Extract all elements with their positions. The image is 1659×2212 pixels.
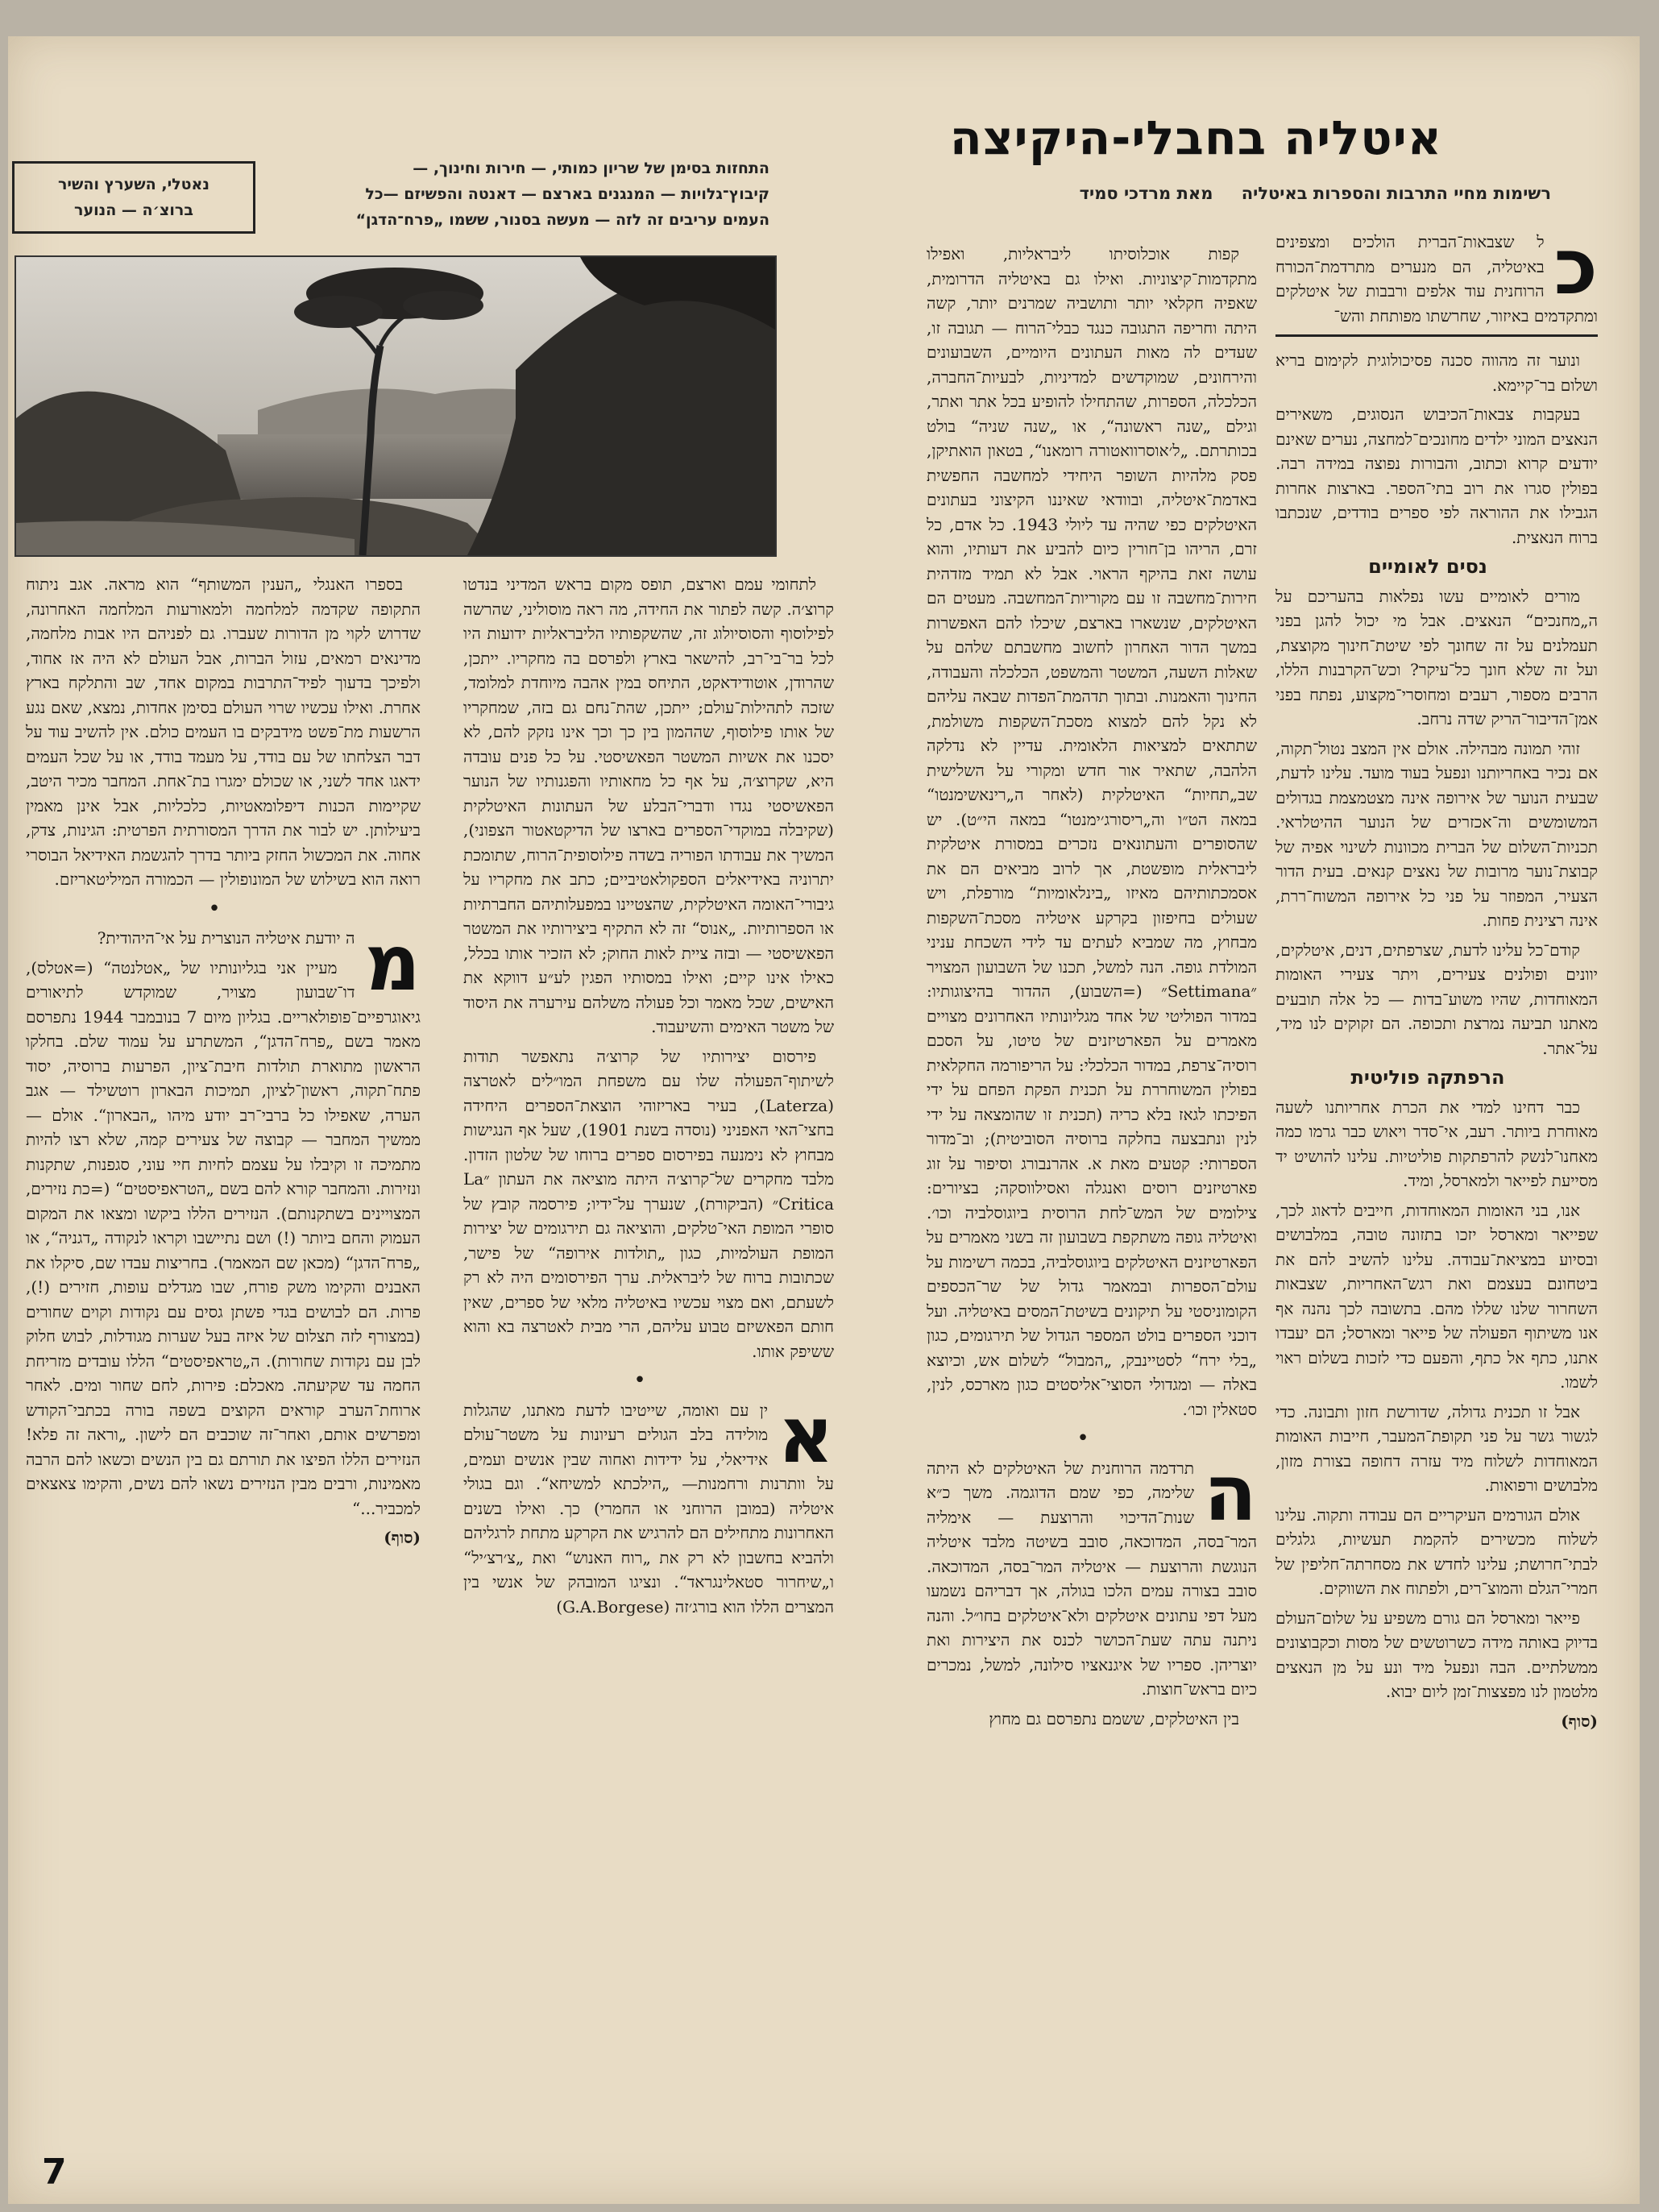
article-title: איטליה בחבלי-היקיצה [949,110,1442,165]
newspaper-page [8,36,1640,2204]
top-summary-line: התחזות בסימן של שריון כמותי, — חירות וחינוך, — [413,160,769,177]
paragraph: לתחומי עמם וארצם, תופס מקום בראש המדיני בנדטו קרוצ׳ה. קשה לפתור את החידה, מה ראה מוסוליני, שהרשה לפילוסוף והסוסיולוג זה, שהשקפותיו הליבראליות ידועות היו לכל בר־בי־רב, להישאר בארץ ולפרסם בה מחקריו. ייתכן, שהרודן, אוטודידאקט, התיחס במין אהבה מיוחדת למלומד, שזכה לתהילות־עולם; ייתכן, שהת־נחם גם בזה, שמחקריו של אותו פילוסוף, שההמון בין כך וכך אינו נזקק להם, לא יסכנו את אשיות המשטר הפאשיסטי. על כל פנים עובדה היא, שקרוצ׳ה, על אף כל מחאותיו והפגנותיו של הנוער הפאשיסטי נגדו ודברי־הבלע של העתונות האיטלקית (שקיבלה במוקדי־הספרים בארצו של הדיקטאטור הצפוני), המשיך את עבודתו הפוריה בשדה פילוסופית־הרוח, שתומכת יתרוניה באידיאלים הספקולאטיביים; כתב את מחקריו על גיבורי־האומה האיטלקית, שהצטיינו במפעלותיהם החברתיות או הספרותיות. „אנוס“ זה לא התקיף ביצירותיו את המשטר הפאשיסטי — ובזה ציית לאות החוק; לא הזכיר אותו בכלל, כאילו אינו קיים; ואילו במסותיו הפגין לע״ע דווקא את האישים, שכל מאמר וכל פעולה משלהם עירערה את היסוד של משטר האימים והשיעבוד. [463,575,834,1036]
paragraph: בעקבות צבאות־הכיבוש הנסוגים, משאירים הנאצים המוני ילדים מחונכים־למחצה, נערים שאינם יודעים קרוא וכתוב, והבורות נפוצה במידה רבה. בפולין סגרו את רוב בתי־הספר. בארצות אחרות הגבילו את ההוראה לפי ספרים בודדים, שנכתבו ברוח הנאצית. [1275,405,1598,547]
end-marker: (סוף) [384,1528,421,1547]
paragraph: זוהי תמונה מבהילה. אולם אין המצב נטול־תקוה, אם נכיר באחריותנו ונפעל בעוד מועד. עלינו לדעת, שבעית הנוער של אירופה אינה מצטמצמת בגדולים המשומשים וה־אכזרים של הנוער ההיטלראי. תכניות־השלום של הברית מכוונות לשינוי אפיה של קבוצת־נוער מרובות של נאצים קנאים. בעית הדור הצעיר, המפוזר על פני כל אירופה המשוח־ררת, אינה רצינית פחות. [1275,738,1598,930]
section-dot: • [1076,1426,1089,1450]
paragraph: בין האיטלקים, ששמם נתפרסם גם מחוץ [989,1708,1239,1729]
column-1 [1275,230,1598,2139]
top-summary-line: קיבוץ־גלויות — המנגנים בארצם — דאנטה והפשיזם —כל [365,185,769,203]
side-box-line: ברוצ׳ה — הנוער [74,201,193,219]
paragraph: אבל זו תכנית גדולה, שדורשת חזון ותבונה. כדי לגשור גשר על פני תקופת־המעבר, חייבות האומות המאוחדות לשלוח מיד עזרה דחופה בצורת מזון, מלבושים ורפואות. [1275,1401,1598,1495]
paragraph: תרדמה הרוחנית של האיטלקים לא היתה שלימה, כפי שמם הדוגמה. משך כ״א שנות־הדיכוי והרוצעת — אימליה המר־בסה, המדוכאה, סובב בשיטה מלבד איטליה הנוגשת והרוצעת — איטליה המר־בסה, המדוכאה. סובב בצורה עמים הלכו בגולה, אך דבריהם נשמעו מעל דפי עתונים איטלקים ולא־איטלקים בחו״ל. והנה ניתנה עתה שעת־הכושר לכנס את היצירות ואת יוצריהן. ספריו של איגנאציו סילונה, למשל, נמכרים כיום בראש־חוצות. [927,1458,1257,1699]
section-heading: נסים לאומיים [1368,555,1487,578]
paragraph: ונוער זה מהווה סכנה פסיכולוגית לקימום בריא ושלום בר־קיימא. [1275,351,1598,395]
paragraph: כבר דחינו למדי את הכרת אחריותנו לשעה מאוחרת ביותר. רעב, אי־סדר ויאוש כבר גרמו כמה מאחנו־לנשק להרפתקות פוליטיות. עלינו להושיט יד מסייעת לפייאר ולמארסל, ומיד. [1275,1097,1598,1190]
paragraph: ין עם ואומה, שייטיבו לדעת מאתנו, שהגלות מולידה בלב הגולים רעיונות על משטר־עולם אידיאלי, על ידידות ואחוה שבין אנשים ועמים, על וותרנות ורחמנות— „הילכתא למשיחא“. וגם בגולי איטליה (במובן הרוחני או החמרי) כך. ואילו בשנים האחרונות מתחילים הם להרגיש את הקרקע מתחת לרגליהם ולהביא בחשבון לא רק את „רוח האנוש“ ואת „צ׳רצ׳יל“ ו„שיחרור סטאלינגראד“. ונציגו המובהק של אנשי בין המצרים הללו הוא בורג׳זה (G.A.Borgese) [463,1400,834,1616]
page-number: 7 [42,2152,67,2193]
divider [1275,334,1598,337]
section-heading: הרפתקה פוליטית [1350,1066,1505,1089]
dropcap-letter: א [778,1389,834,1480]
paragraph: ה יודעת איטליה הנוצרית על אי־היהודית? [97,928,355,948]
top-summary [286,156,769,233]
column-4 [26,572,421,2152]
side-box-line: נאטלי, השערץ והשיר [57,176,209,193]
column-2 [927,242,1257,2152]
paragraph: פירסום יצירותיו של קרוצ׳ה נתאפשר תודות לשיתוף־הפעולה שלו עם משפחת המו״לים לאטרצה (Laterza), בעיר באריזוהי הוצאת־הספרים היחידה בחצי־האי האפניני (נוסדה בשנת 1901), שעל אף הנגישות מבחוץ לא נימנעה בפירסום ספרים ברוחו של שלטון הזדון. מלבד מחקרים של־קרוצ׳ה היתה מוציאה את העתון ״La Critica״ (הביקורת), שנערך על־ידיו; פירסמה קובץ של סופרי המופת האי־טלקים, והוציאה גם תירגומים של יצירות המופת העולמיות, כגון „תולדות אירופה“ של פישר, שכתובות ברוח של ליבראלית. ערך הפירסומים היה לא רק לשעתם, ואם מצוי עכשיו באיטליה מלאי של ספרים, שאין חותם הפאשיזם טבוע עליהם, הרי מבית לאטרצה בא והוא ששיפק אותו. [463,1046,834,1361]
paragraph: קודם־כל עלינו לדעת, שצרפתים, דנים, איטלקים, יוונים ופולנים צעירים, ויתר צעירי האומות המאוחדות, שהיו משוע־בדות — כל אלה תובעים מאתנו תביעה נמרצת ותכופה. הם זקוקים לנו מיד, על־אתר. [1275,940,1598,1058]
side-box [12,161,255,234]
top-summary-line: העמים עריבים זה לזה — מעשה בסנור, ששמו „פרח־הדגן“ [355,211,769,229]
paragraph: אנו, בני האומות המאוחדות, חייבים לדאוג לכך, שפייאר ומארסל יזכו בתזונה טובה, במלבושים ובסיוע במציאת־עבודה. עלינו להשיב להם את ביטחונם בעצמם ואת רגש־האחריות, שצבאות השחרור שלנו שללו מהם. בתשובה לכך נהנה אף אנו משיתוף הפעולה של פייאר ומארסל; הם יעבדו אתנו, כתף אל כתף, והפעם כדי לזכות בשלום ראוי לשמו. [1275,1200,1598,1392]
dropcap-letter: מ [364,918,421,1008]
paragraph: פייאר ומארסל הם גורם משפיע על שלום־העולם בדיוק באותה מידה כשרוטשים של מסות וכקבוצונים ממשלתיים. הבה ונפעל מיד ונע על מן הנאצים מלטמון לנו מפצצות־זמן ליום יבוא. [1275,1608,1598,1701]
column-3 [463,572,834,2152]
paragraph: ל שצבאות־הברית הולכים ומצפינים באיטליה, הם מנערים מתרדמת־הכורח הרוחנית עוד אלפים ורבבות של איטלקים ומתקדמים באיזור, שחרשתו מפותחת והש־ [1275,232,1598,326]
section-dot: • [208,896,221,921]
paragraph: מעיין אני בגליונותיו של „אטלנטה“ (=אטלס), דו־שבועון מצויר, שמוקדש לתיאורים גיאוגרפיים־פופולאריים. בגליון מיום 7 בנובמבר 1944 נתפרסם מאמר בשם „פרח־הדגן“, המשתרע על עמוד שלם. בחלקו הראשון מתוארת תולדות חיבת־ציון, הפרעות ברוסיה, יסוד פתח־תקוה, ראשון־לציון, תמיכות הבארון רוטשילד — אגב הערה, שאפילו כל ברבי־רב יודע מיהו „הבארון“. אולם — ממשיך המחבר — קבוצה של צעירים קמה, שלא רצו להיות מתמיכה זו וקיבלו על עצמם לחיות חיי עוני, סגפנות, שתקנות ונזירות. והמחבר קורא להם בשם „הטראפיסטים“ (=כת נזירים, המצויינים בשתקנותם). הנזירים הללו ביקשו ומצאו את המקום העמוק והחם ביותר (!) ושם נתיישבו וקראו לנקודה „דגניה“, או „פרח־הדגן“ (מכאן שם המאמר). בחריצות עבדו שם, סיקלו את האבנים והקימו משק פורח, שבו מגדלים עופות, חזירים (!), פרות. הם לבושים בגדי פשתן גסים עם נקודות וקוים שחורים (במצורף לזה תצלום של איזה בעל שערות מגודלות, לבוש חלוק לבן עם נקודות שחורות). ה„טראפיסטים“ הללו עובדים מזריחת החמה עד שקיעתה. מאכלם: פירות, לחם שחור ומים. לאחר ארוחת־הערב קוראים הקוצים בשפה בורה בכתבי־הקודש ומפרשים אותם, ואחר־זה שוכבים הם לישון. „וראה זה פלא! הנזירים הללו הפיצו את תורתם גם בין הנשים וכשאו להם הרבה מאמינות, ורבים מבין הנזירים נשאו להם נשים, והקימו צאצאים למכביר...“ [26,957,421,1518]
dropcap-letter: כ [1553,230,1598,312]
end-marker: (סוף) [1561,1711,1598,1731]
article-byline [1057,184,1551,203]
landscape-photo [15,255,777,557]
byline-author: מאת מרדכי סמיד [1079,184,1213,203]
paragraph: בספרו האנגלי „הענין המשותף“ הוא מראה. אגב ניתוח התקופה שקדמה למלחמה ולמאורעות המלחמה האחרונה, שדרוש לקוי מן הדורות שעברו. גם לפניהם היו אבות מלחמה, מדינאים רמאים, עזול הברות, אבל העולם לא היה אז אחוד, ולפיכך בדעוך לפיד־התרבות במקום אחד, שב והתלקח בארץ אחרת. ואילו עכשיו שרוי העולם בסימן אחדות, נמצא, שאם נגע הרשעות מת־פשט מידבקים בו העמים כולם. אין להשיב עוד על דבר הצלחתו של עם בודד, על מעמד בודד, או על שכל העמים ידאגו אחד לשני, או שכולם ימגרו בת־אחת. המחבר מכיר היטב, שקיימות הכנות דיפלומאטיות, כלכליות, אבל אינן מאמין ביעילותן. יש לבור את הדרך המסורתית הפרטית: הגינות, צדק, אחוה. את המכשול החזק ביותר בדרך להגשמת האידיאל הבוסרי רואה הוא בשילוש של המונופולין — הכמורה המיליטאריזם. [26,575,421,889]
byline-description: רשימות מחיי התרבות והספרות באיטליה [1241,184,1551,203]
dropcap-letter: ה [1204,1447,1257,1538]
paragraph: מורים לאומיים עשו נפלאות בהעריכם על ה„מחנכים“ הנאצים. אבל מי יכול להגן בפני תעמלנים על זה שחונך לפי שיטת־חינוך מקוצצת, ועל זה שלא חונך כל־עיקר? וכש־הקרבנות הללו, הרבים מספור, רעבים ומחוסרי־מקצוע, נפתח בפני אמן־הדיבור־הריק שדה נרחב. [1275,586,1598,728]
section-dot: • [633,1368,646,1392]
paragraph: אולם הגורמים העיקריים הם עבודה ותקוה. עלינו לשלוח מכשירים להקמת תעשיות, גלגלים לבתי־חרושת; עלינו לחדש את מסחרתה־חליפין של חמרי־הגלם והמוצ־רים, ולפתוח את השווקים. [1275,1504,1598,1598]
paragraph: קפות אוכלוסיתו ליבראליות, ואפילו מתקדמות־קיצוניות. ואילו גם באיטליה הדרומית, שאפיה חקלאי יותר ותושביה שמרנים יותר, קשה היתה וחריפה התגובה כנגד כבלי־הרוח — תגובה זו, שעדים לה מאות העתונים היומיים, השבועונים והירחונים, שמוקדשים למדיניות, לבעיות־החברה, הכלכלה, הספרות, שהתחילו להופיע בכל אתר ואתר, וגילם „שנה ראשונה“, או „שנה שניה“ בולט בכותרתם. „ל׳אוסרוואטורה רומאנו“, בטאון הואתיקן, פסק מלהיות השופר היחידי למחשבה החפשית באדמת־איטליה, ובוודאי שאיננו הקיצוני בעתונים האיטלקים כפי שהיה עד ליולי 1943. כל אדם, כל זרם, הריהו בן־חורין כיום להביע את דעותיו, והוא עושה זאת בהיקף הראוי. אבל לא תמיד מזדהית חירות־מחשבה זו עם מקוריות־המחשבה. מעטים הם האיטלקים, שנשארו בארצם, שיכלו להם האפשרות במשך הדור האחרון לחשוב מחשבתם שלהם על שאלות השעה, המשטר והמשפט, הכלכלה והעבודה, החינוך והאמנות. ובתוך תדהמת־הפדות שבאה עליהם לא נקל להם למצוא מסכת־השקפות משולמת, שתתאים למציאות הלאומית. עדיין לא נדלקה הלהבה, שתאיר אור חדש ומקורי על השלישית שב„תחיות“ האיטלקית (לאחר ה„רינאשימנטו“ במאה הט״ו וה„ריסורג׳ימנטו“ במאה הי״ט). יש שהסופרים והעתונאים נזכרים במסורת איטלקית ליבראלית מופשטת, אך לרוב מביאים הם את אסמכתותיהם מאיזו „בינלאומיות“ מורפלת, ויש שעולים בחיפזון בקרקע איטליה מסכת־השקפות מבחוץ, מה שמביא לעתים עד לידי השכחת עניני המולדת גופה. הנה למשל, תכנו של השבועון המצויר ״Settimana״ (=השבוע), ההדור בהיצוגותיו: במדור הפוליטי של אחד מגליונותיו האחרונים מצויים מאמרים על הפארטיזנים של טיטו, על הסכם רוסיה־צרפת, במדור הכלכלי: על הריפורמה החקלאית בפולין המשוחררת על תכנית הפקת הפחם על ידי הפיכתו לגאז בלא כריה (תכנית זו שהומצאה על ידי לנין ונתבצעה בחלקה ברוסיה הסוביטית); וב־מדור הספרותי: קטעים מאת א. אהרנבורג וסיפור על זוג פארטיזנים רוסים ואנגלה ואסילווסקה; בציורים: צילומים של המש־לחת הרוסית ביוגוסלביה וכו׳. ואיטליה גופה משתקפת בשבועון זה בשני מאמרים על הפארטיזנים האיטלקים ביוגוסלביה, בכמה רשימות על עולם־הספרות ובמאמר גדול של שר־הכספים הקומוניסטי על תיקונים בשיטת־המסים באיטליה. ועל דוכני הספרים בולט המספר הגדול של תירגומים, כגון „בלי ירח“ לסטיינבק, „המבול“ לשלום אש, וכיוצא באלה — ומגדולי הסוצי־אליסטים כגון מארכס, לנין, סטאלין וכו׳. [927,244,1257,1419]
